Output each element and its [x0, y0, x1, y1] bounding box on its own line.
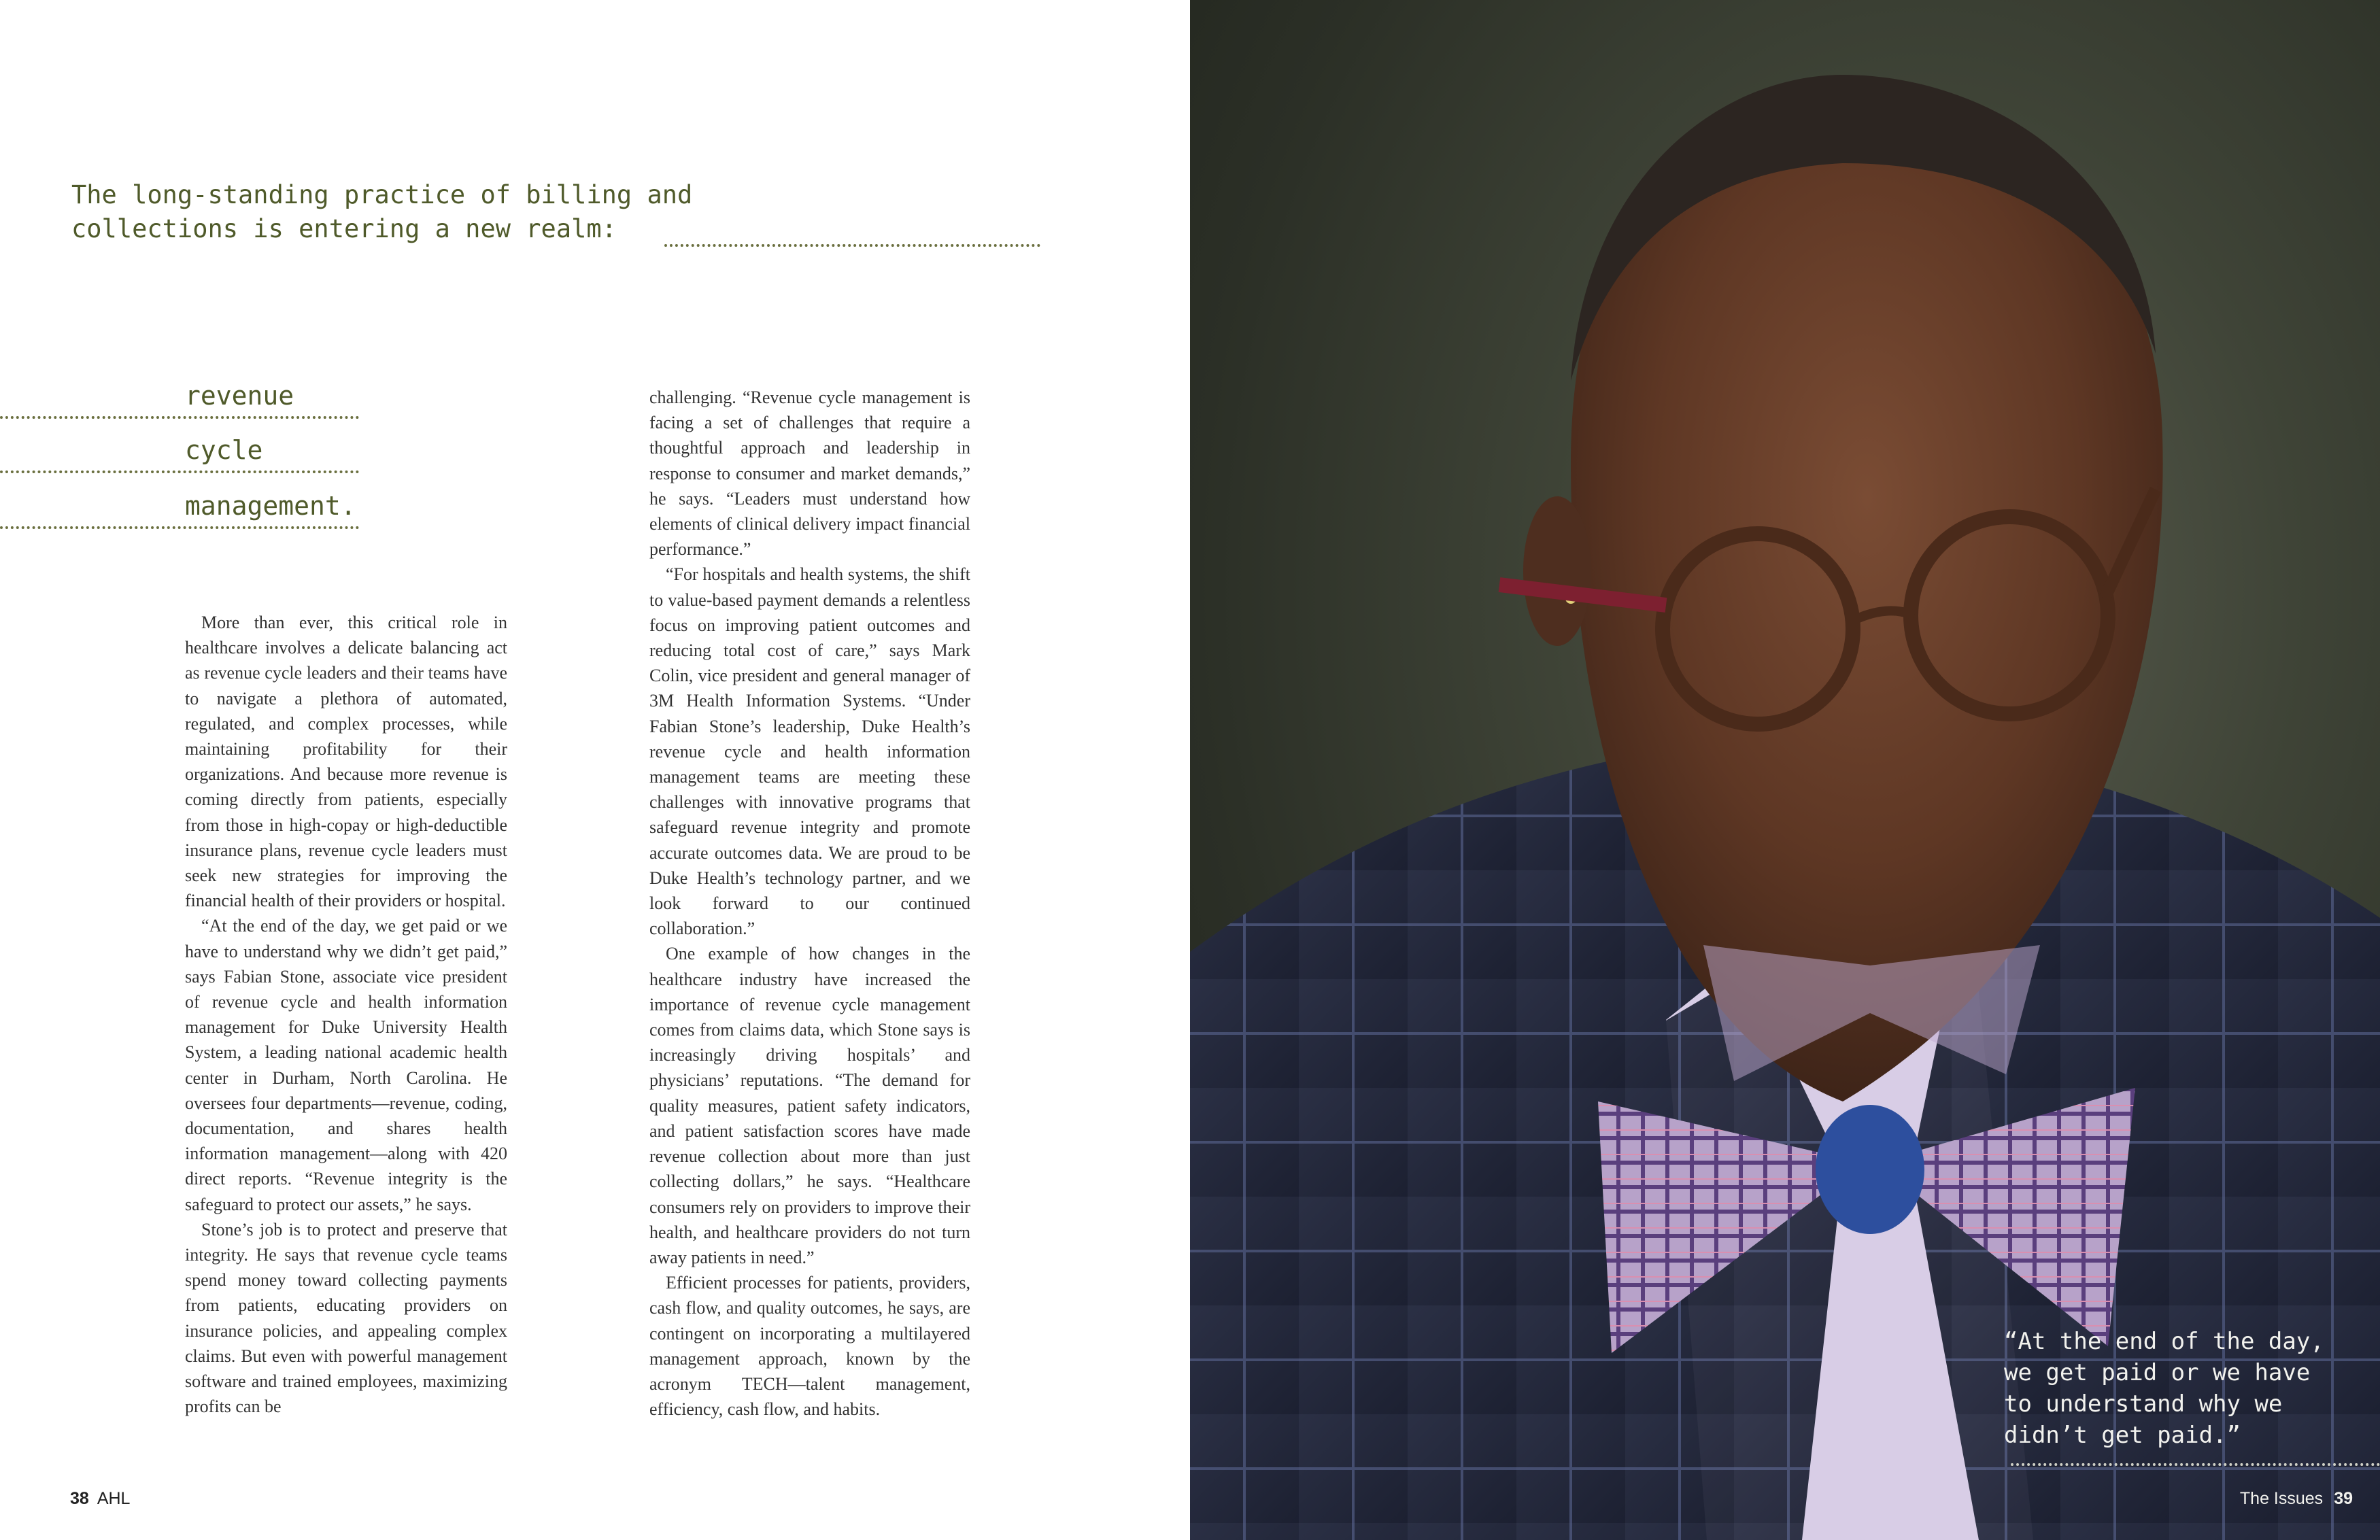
intro-dotted-rule [664, 244, 1040, 247]
right-page [1190, 0, 2380, 1540]
portrait-photo [1190, 0, 2380, 1540]
pull-quote-dotted-rule [2011, 1463, 2380, 1466]
page-number: 39 [2334, 1489, 2353, 1508]
page-number: 38 [70, 1489, 89, 1508]
keyword-management: management. [0, 483, 359, 529]
magazine-name: AHL [97, 1489, 131, 1508]
paragraph: challenging. “Revenue cycle management is facing a set of challenges that require a thoughtful approach and leadership in response to consumer and market demands,” he says. “Leaders must understand how elements of clinical delivery impact financial performance.” [649, 388, 970, 560]
folio-left [70, 1489, 130, 1509]
keyword-cycle: cycle [0, 427, 359, 473]
pull-quote-line-4: didn’t get paid.” [2004, 1422, 2241, 1449]
pull-quote-line-1: “At the end of the day, [2004, 1328, 2324, 1355]
paragraph: One example of how changes in the healthcare industry have increased the importance of revenue cycle management comes from claims data, which Stone says is increasingly driving hospitals’ and physicians’ reputations. “The demand for quality measures, patient safety indicators, and patient satisfaction scores have made revenue collection about more than just collecting dollars,” he says. “Healthcare consumers rely on providers to improve their health, and healthcare providers do not turn away patients in need.” [649, 944, 970, 1267]
folio-right [2240, 1489, 2353, 1509]
pull-quote-line-3: to understand why we [2004, 1390, 2283, 1418]
body-column-2 [649, 385, 970, 1422]
paragraph: Efficient processes for patients, providers, cash flow, and quality outcomes, he says, are contingent on incorporating a multilayered management approach, known by the acronym TECH—talent management, efficiency, cash flow, and habits. [649, 1273, 970, 1420]
paragraph: Stone’s job is to protect and preserve that integrity. He says that revenue cycle teams spend money toward collecting payments from patients, educating providers on insurance policies, and appealing complex claims. But even with powerful management software and trained employees, maximizing profits can be [185, 1219, 507, 1417]
pull-quote [2004, 1326, 2380, 1451]
intro-line-1: The long-standing practice of billing and [71, 180, 693, 209]
pull-quote-line-2: we get paid or we have [2004, 1359, 2311, 1386]
body-column-1 [185, 610, 507, 1420]
intro-heading [71, 178, 969, 246]
section-name: The Issues [2239, 1489, 2324, 1508]
paragraph: “At the end of the day, we get paid or we have to understand why we didn’t get paid,” says Fabian Stone, associate vice president of revenue cycle and health information management for Duke University Health System, a leading national academic health center in Durham, North Carolina. He oversees four departments—revenue, coding, documentation, and shares health information management—along with 420 direct reports. “Revenue integrity is the safeguard to protect our assets,” he says. [185, 916, 507, 1214]
intro-line-2: collections is entering a new realm: [71, 214, 617, 243]
paragraph: “For hospitals and health systems, the shift to value-based payment demands a relentless focus on improving patient outcomes and reducing total cost of care,” says Mark Colin, vice president and general manager of 3M Health Information Systems. “Under Fabian Stone’s leadership, Duke Health’s revenue cycle and health information management teams are meeting these challenges with innovative programs that safeguard revenue integrity and promote accurate outcomes data. We are proud to be Duke Health’s technology partner, and we look forward to our continued collaboration.” [649, 564, 970, 939]
paragraph: More than ever, this critical role in healthcare involves a delicate balancing act as revenue cycle leaders and their teams have to navigate a plethora of automated, regulated, and complex processes, while maintaining profitability for their organizations. And because more revenue is coming directly from patients, especially from those in high-copay or high-deductible insurance plans, revenue cycle leaders must seek new strategies for improving the financial health of their providers or hospital. [185, 613, 507, 911]
keyword-revenue: revenue [0, 373, 359, 419]
